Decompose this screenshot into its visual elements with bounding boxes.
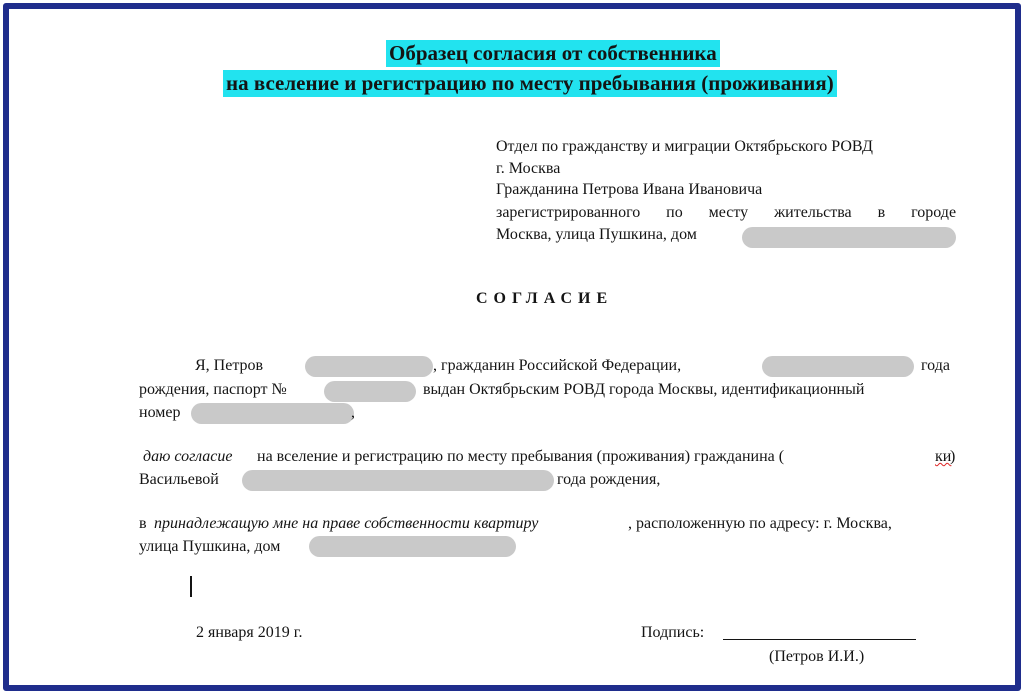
- document-heading: СОГЛАСИЕ: [476, 290, 614, 307]
- p1-text-f: номер: [139, 404, 181, 421]
- addressee-word: по: [666, 204, 683, 221]
- redacted-house-number: [309, 536, 516, 557]
- p2-text-line2b: года рождения,: [557, 471, 661, 488]
- addressee-word: городе: [911, 204, 957, 221]
- p1-text-b: , гражданин Российской Федерации,: [433, 357, 682, 374]
- p1-text-g: ,: [351, 404, 355, 421]
- document-page: [3, 3, 1021, 691]
- p3-text: , расположенную по адресу: г. Москва,: [628, 515, 892, 532]
- document-title-line-2: на вселение и регистрацию по месту пребывания (проживания): [223, 70, 837, 97]
- p1-text-e: выдан Октябрьским РОВД города Москвы, идентификационный: [423, 381, 865, 398]
- signatory-name: (Петров И.И.): [769, 648, 865, 665]
- addressee-line-3: Гражданина Петрова Ивана Ивановича: [496, 181, 763, 198]
- redacted-id-number: [191, 403, 354, 424]
- p2-text-line2a: Васильевой: [139, 471, 219, 488]
- p2-ki: ки: [935, 448, 952, 465]
- addressee-line-2: г. Москва: [496, 160, 561, 177]
- text-cursor: [190, 576, 192, 597]
- document-date: 2 января 2019 г.: [196, 624, 303, 641]
- p3-text-line2: улица Пушкина, дом: [139, 538, 281, 555]
- addressee-line-1: Отдел по гражданству и миграции Октябрьского РОВД: [496, 138, 873, 155]
- p3-prefix: в: [139, 515, 147, 532]
- addressee-line-4: [496, 202, 956, 223]
- redacted-address: [742, 227, 956, 248]
- redacted-name: [305, 356, 433, 377]
- p2-text: на вселение и регистрацию по месту пребывания (проживания) гражданина (: [257, 448, 785, 465]
- addressee-word: жительства: [774, 204, 852, 221]
- addressee-word: в: [877, 204, 886, 221]
- p2-italic: даю согласие: [143, 448, 233, 465]
- signature-line: [723, 639, 916, 640]
- signature-label: Подпись:: [641, 624, 705, 641]
- addressee-word: зарегистрированного: [496, 204, 641, 221]
- p1-text-a: Я, Петров: [195, 357, 264, 374]
- document-title-line-1: Образец согласия от собственника: [386, 40, 720, 67]
- addressee-line-5: Москва, улица Пушкина, дом: [496, 226, 697, 243]
- redacted-birthdate: [762, 356, 914, 377]
- redacted-guest-name: [242, 470, 554, 491]
- redacted-passport: [324, 381, 416, 402]
- p1-text-c: года: [921, 357, 950, 374]
- p2-close: ): [950, 448, 956, 465]
- p3-italic: принадлежащую мне на праве собственности квартиру: [154, 515, 539, 532]
- addressee-word: месту: [708, 204, 749, 221]
- p1-text-d: рождения, паспорт №: [139, 381, 287, 398]
